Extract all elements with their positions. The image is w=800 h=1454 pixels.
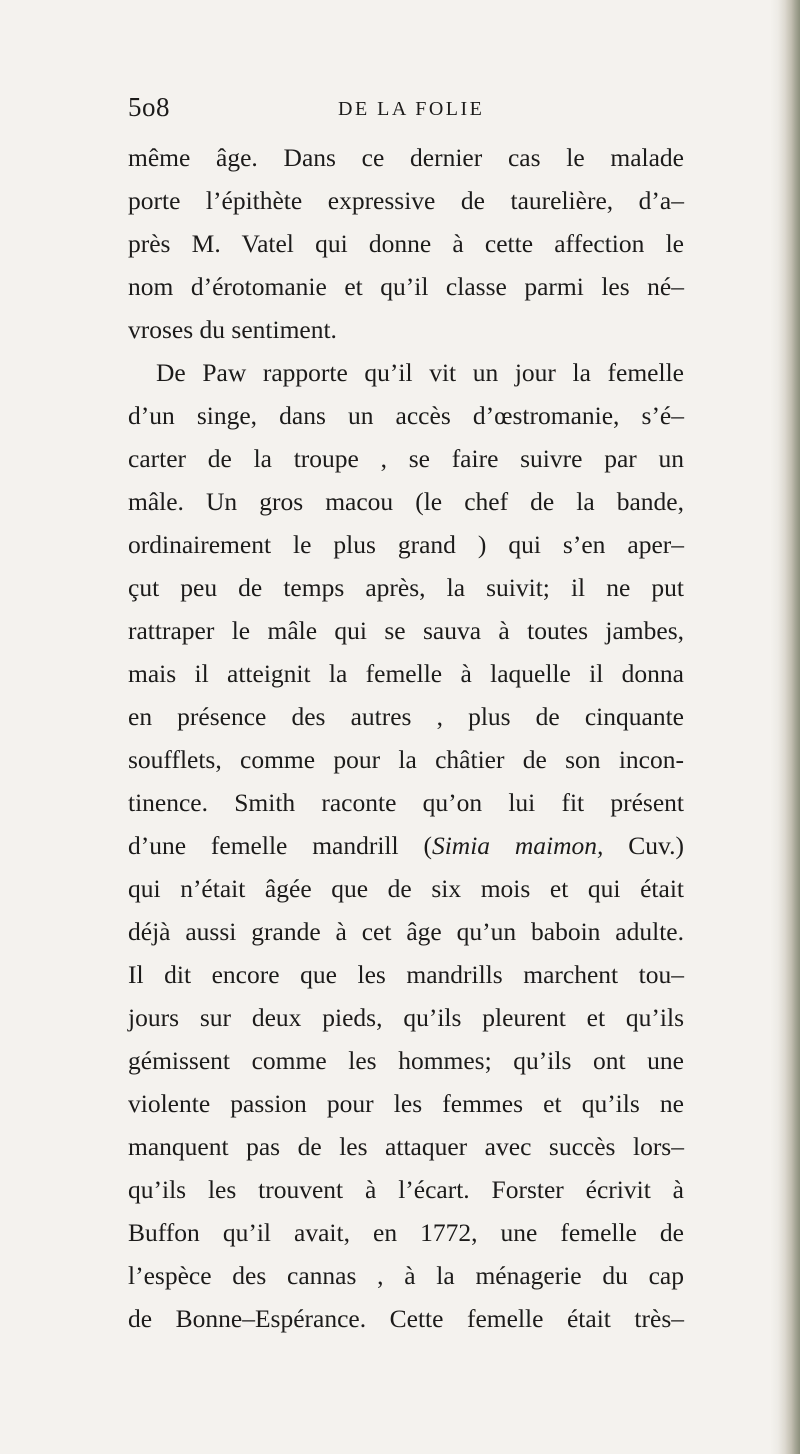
text-line: qu’ils les trouvent à l’écart. Forster écrivit à [128,1175,684,1204]
text-line: qui n’était âgée que de six mois et qui était [128,874,684,903]
text-line: l’espèce des cannas , à la ménagerie du cap [128,1261,684,1290]
text-line: carter de la troupe , se faire suivre par un [128,444,684,473]
running-title: DE LA FOLIE [338,98,485,120]
text-line: porte l’épithète expressive de taurelière, d’a– [128,186,684,215]
text-segment: Cuv.) [603,831,685,860]
text-line-mandrill [128,824,684,867]
italic-species-name: Simia maimon, [431,831,604,860]
text-line: jours sur deux pieds, qu’ils pleurent et qu’ils [128,1003,684,1032]
text-line: déjà aussi grande à cet âge qu’un baboin adulte. [128,917,684,946]
text-line: tinence. Smith raconte qu’on lui fit présent [128,788,684,817]
text-line: mais il atteignit la femelle à laquelle il donna [128,659,684,688]
text-line: de Bonne–Espérance. Cette femelle était très– [128,1304,684,1333]
page-number: 5o8 [128,92,170,122]
text-line: manquent pas de les attaquer avec succès lors– [128,1132,684,1161]
text-line: en présence des autres , plus de cinquante [128,702,684,731]
text-line: d’un singe, dans un accès d’œstromanie, s’é– [128,401,684,430]
text-line: Il dit encore que les mandrills marchent tou– [128,960,684,989]
text-line: violente passion pour les femmes et qu’ils ne [128,1089,684,1118]
text-line: même âge. Dans ce dernier cas le malade [128,143,684,172]
text-line: mâle. Un gros macou (le chef de la bande, [128,487,684,516]
text-line: près M. Vatel qui donne à cette affection le [128,229,684,258]
page-edge-shadow [778,0,800,1454]
text-line: gémissent comme les hommes; qu’ils ont une [128,1046,684,1075]
paragraph-start-line: De Paw rapporte qu’il vit un jour la femelle [156,358,684,387]
text-line: Buffon qu’il avait, en 1772, une femelle de [128,1218,684,1247]
text-line: vroses du sentiment. [128,315,337,344]
text-segment: d’une femelle mandrill ( [128,831,432,860]
text-line: rattraper le mâle qui se sauva à toutes jambes, [128,616,684,645]
page-header [128,92,688,132]
text-line: çut peu de temps après, la suivit; il ne put [128,573,684,602]
body-text [128,136,684,1340]
text-line: nom d’érotomanie et qu’il classe parmi les né– [128,272,684,301]
text-line: ordinairement le plus grand ) qui s’en aper– [128,530,684,559]
text-line: soufflets, comme pour la châtier de son incon- [128,745,684,774]
